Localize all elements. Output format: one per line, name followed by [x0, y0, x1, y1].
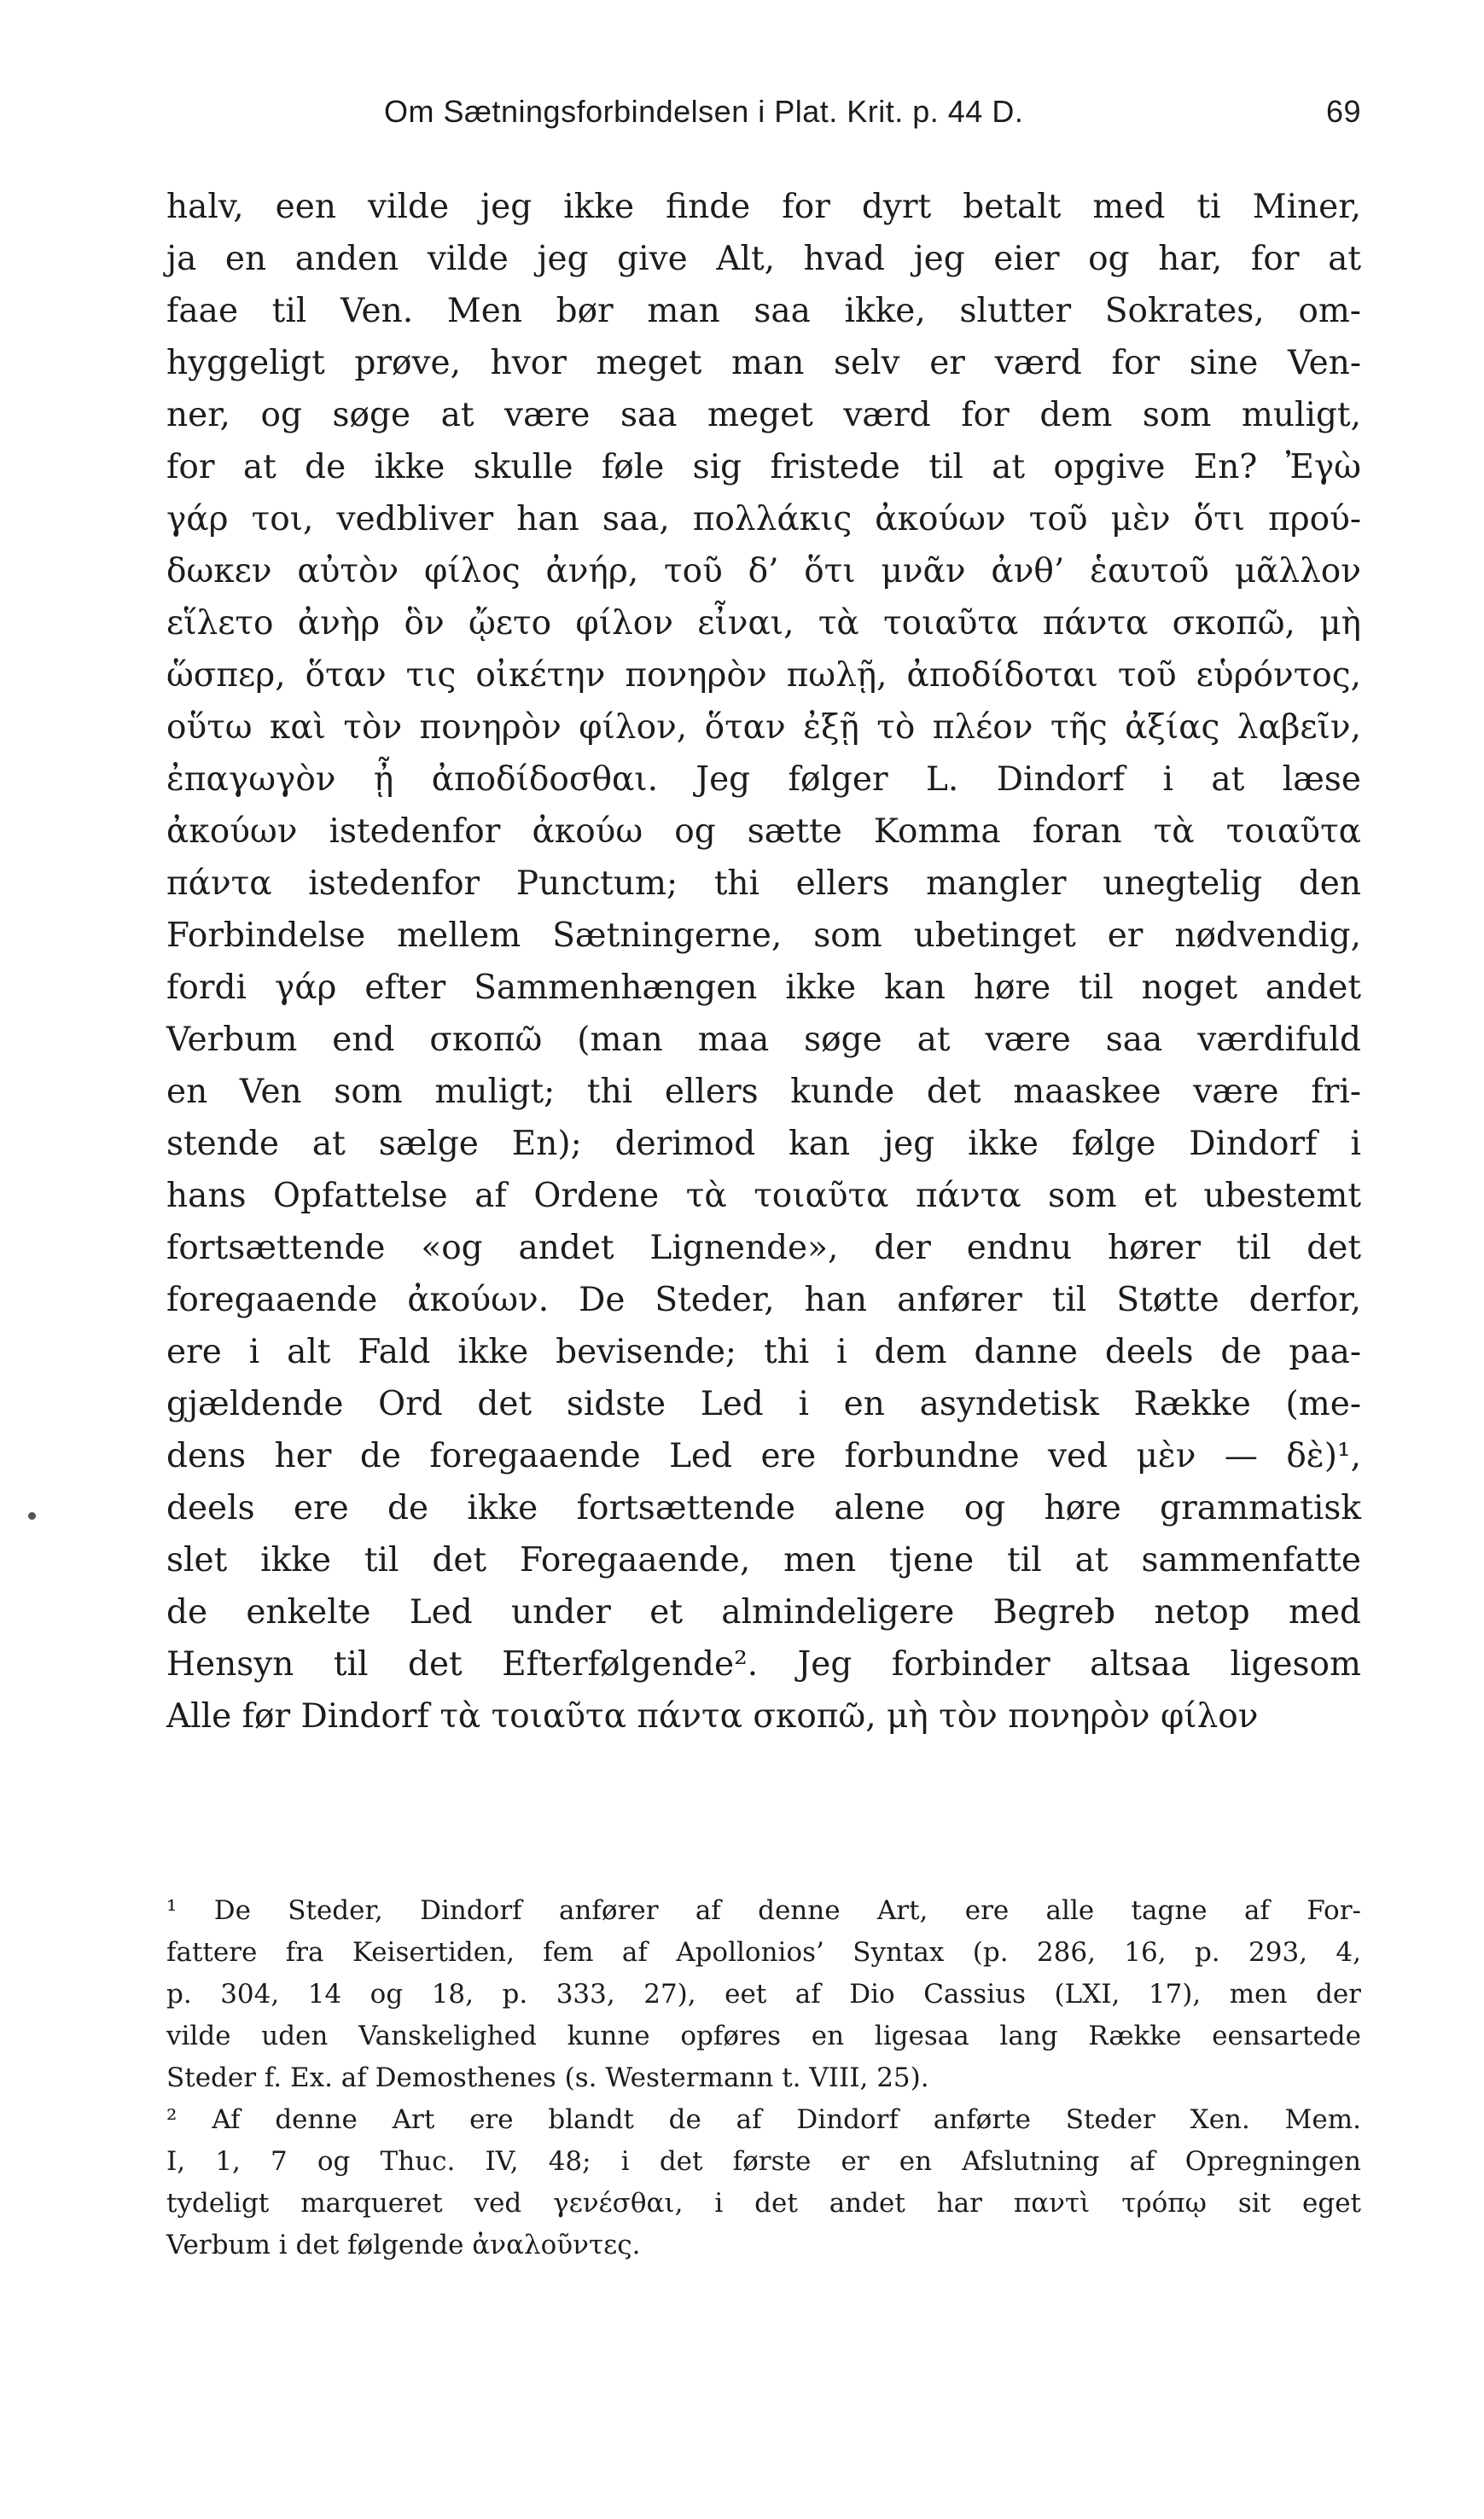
body-line: fordi γάρ efter Sammenhængen ikke kan høre til noget andet [166, 969, 1361, 1007]
body-line: deels ere de ikke fortsættende alene og høre grammatisk [166, 1489, 1361, 1527]
footnotes [166, 1890, 1361, 2266]
footnote-line: Steder f. Ex. af Demosthenes (s. Westermann t. VIII, 25). [166, 2062, 929, 2093]
body-line: εἵλετο ἀνὴρ ὃν ᾤετο φίλον εἶναι, τὰ τοιαῦτα πάντα σκοπῶ, μὴ [166, 604, 1361, 643]
body-line: stende at sælge En); derimod kan jeg ikke følge Dindorf i [166, 1125, 1361, 1163]
body-line: dens her de foregaaende Led ere forbundne ved μὲν — δὲ)¹, [166, 1437, 1361, 1475]
body-line: οὕτω καὶ τὸν πονηρὸν φίλον, ὅταν ἐξῇ τὸ πλέον τῆς ἀξίας λαβεῖν, [166, 708, 1361, 747]
footnote-line: p. 304, 14 og 18, p. 333, 27), eet af Dio Cassius (LXI, 17), men der [166, 1979, 1361, 2010]
body-line: πάντα istedenfor Punctum; thi ellers mangler unegtelig den [166, 864, 1361, 903]
footnote-line: ¹ De Steder, Dindorf anfører af denne Art, ere alle tagne af For- [166, 1895, 1361, 1926]
body-line: slet ikke til det Foregaaende, men tjene til at sammenfatte [166, 1541, 1361, 1579]
page-number: 69 [1325, 94, 1361, 129]
body-line: Verbum end σκοπῶ (man maa søge at være saa værdifuld [166, 1021, 1361, 1059]
body-line: fortsættende «og andet Lignende», der endnu hører til det [166, 1229, 1361, 1267]
body-line: hans Opfattelse af Ordene τὰ τοιαῦτα πάντα som et ubestemt [166, 1177, 1361, 1215]
body-line: de enkelte Led under et almindeligere Begreb netop med [166, 1593, 1361, 1632]
body-line: gjældende Ord det sidste Led i en asyndetisk Række (me- [166, 1385, 1361, 1423]
body-line: γάρ τοι, vedbliver han saa, πολλάκις ἀκούων τοῦ μὲν ὅτι πρού- [166, 500, 1361, 538]
footnote-line: Verbum i det følgende ἀναλοῦντες. [166, 2230, 641, 2260]
body-line: ὥσπερ, ὅταν τις οἰκέτην πονηρὸν πωλῇ, ἀποδίδοται τοῦ εὑρόντος, [166, 656, 1361, 695]
footnote-line: tydeligt marqueret ved γενέσθαι, i det andet har παντὶ τρόπῳ sit eget [166, 2188, 1361, 2219]
body-line: ἀκούων istedenfor ἀκούω og sætte Komma foran τὰ τοιαῦτα [166, 812, 1361, 851]
body-line: hyggeligt prøve, hvor meget man selv er værd for sine Ven- [166, 344, 1361, 382]
body-text [166, 181, 1361, 1742]
body-line: faae til Ven. Men bør man saa ikke, slutter Sokrates, om- [166, 292, 1361, 330]
body-line: Forbindelse mellem Sætningerne, som ubetinget er nødvendig, [166, 916, 1361, 955]
body-line: en Ven som muligt; thi ellers kunde det maaskee være fri- [166, 1073, 1361, 1111]
body-line: ere i alt Fald ikke bevisende; thi i dem danne deels de paa- [166, 1333, 1361, 1371]
body-line: ἐπαγωγὸν ᾖ ἀποδίδοσθαι. Jeg følger L. Dindorf i at læse [166, 760, 1361, 799]
body-line: Hensyn til det Efterfølgende². Jeg forbinder altsaa ligesom [166, 1645, 1361, 1684]
body-line: ner, og søge at være saa meget værd for dem som muligt, [166, 396, 1361, 434]
running-head-title: Om Sætningsforbindelsen i Plat. Krit. p. 44 D. [384, 94, 1024, 129]
footnote-line: I, 1, 7 og Thuc. IV, 48; i det første er en Afslutning af Opregningen [166, 2146, 1361, 2177]
body-line: Alle før Dindorf τὰ τοιαῦτα πάντα σκοπῶ, μὴ τὸν πονηρὸν φίλον [166, 1697, 1259, 1736]
body-line: foregaaende ἀκούων. De Steder, han anfører til Støtte derfor, [166, 1281, 1361, 1319]
body-line: for at de ikke skulle føle sig fristede til at opgive En? Ἐγὼ [166, 448, 1361, 486]
footnote-line: vilde uden Vanskelighed kunne opføres en ligesaa lang Række eensartede [166, 2021, 1361, 2051]
body-line: δωκεν αὐτὸν φίλος ἀνήρ, τοῦ δ’ ὅτι μνᾶν ἀνθ’ ἑαυτοῦ μᾶλλον [166, 552, 1361, 590]
running-head [166, 94, 1361, 137]
body-line: ja en anden vilde jeg give Alt, hvad jeg eier og har, for at [166, 240, 1361, 278]
footnote-line: ² Af denne Art ere blandt de af Dindorf anførte Steder Xen. Mem. [166, 2104, 1361, 2135]
footnote-line: fattere fra Keisertiden, fem af Apollonios’ Syntax (p. 286, 16, p. 293, 4, [166, 1937, 1361, 1968]
body-line: halv, een vilde jeg ikke finde for dyrt betalt med ti Miner, [166, 188, 1361, 226]
margin-dot [28, 1512, 36, 1520]
